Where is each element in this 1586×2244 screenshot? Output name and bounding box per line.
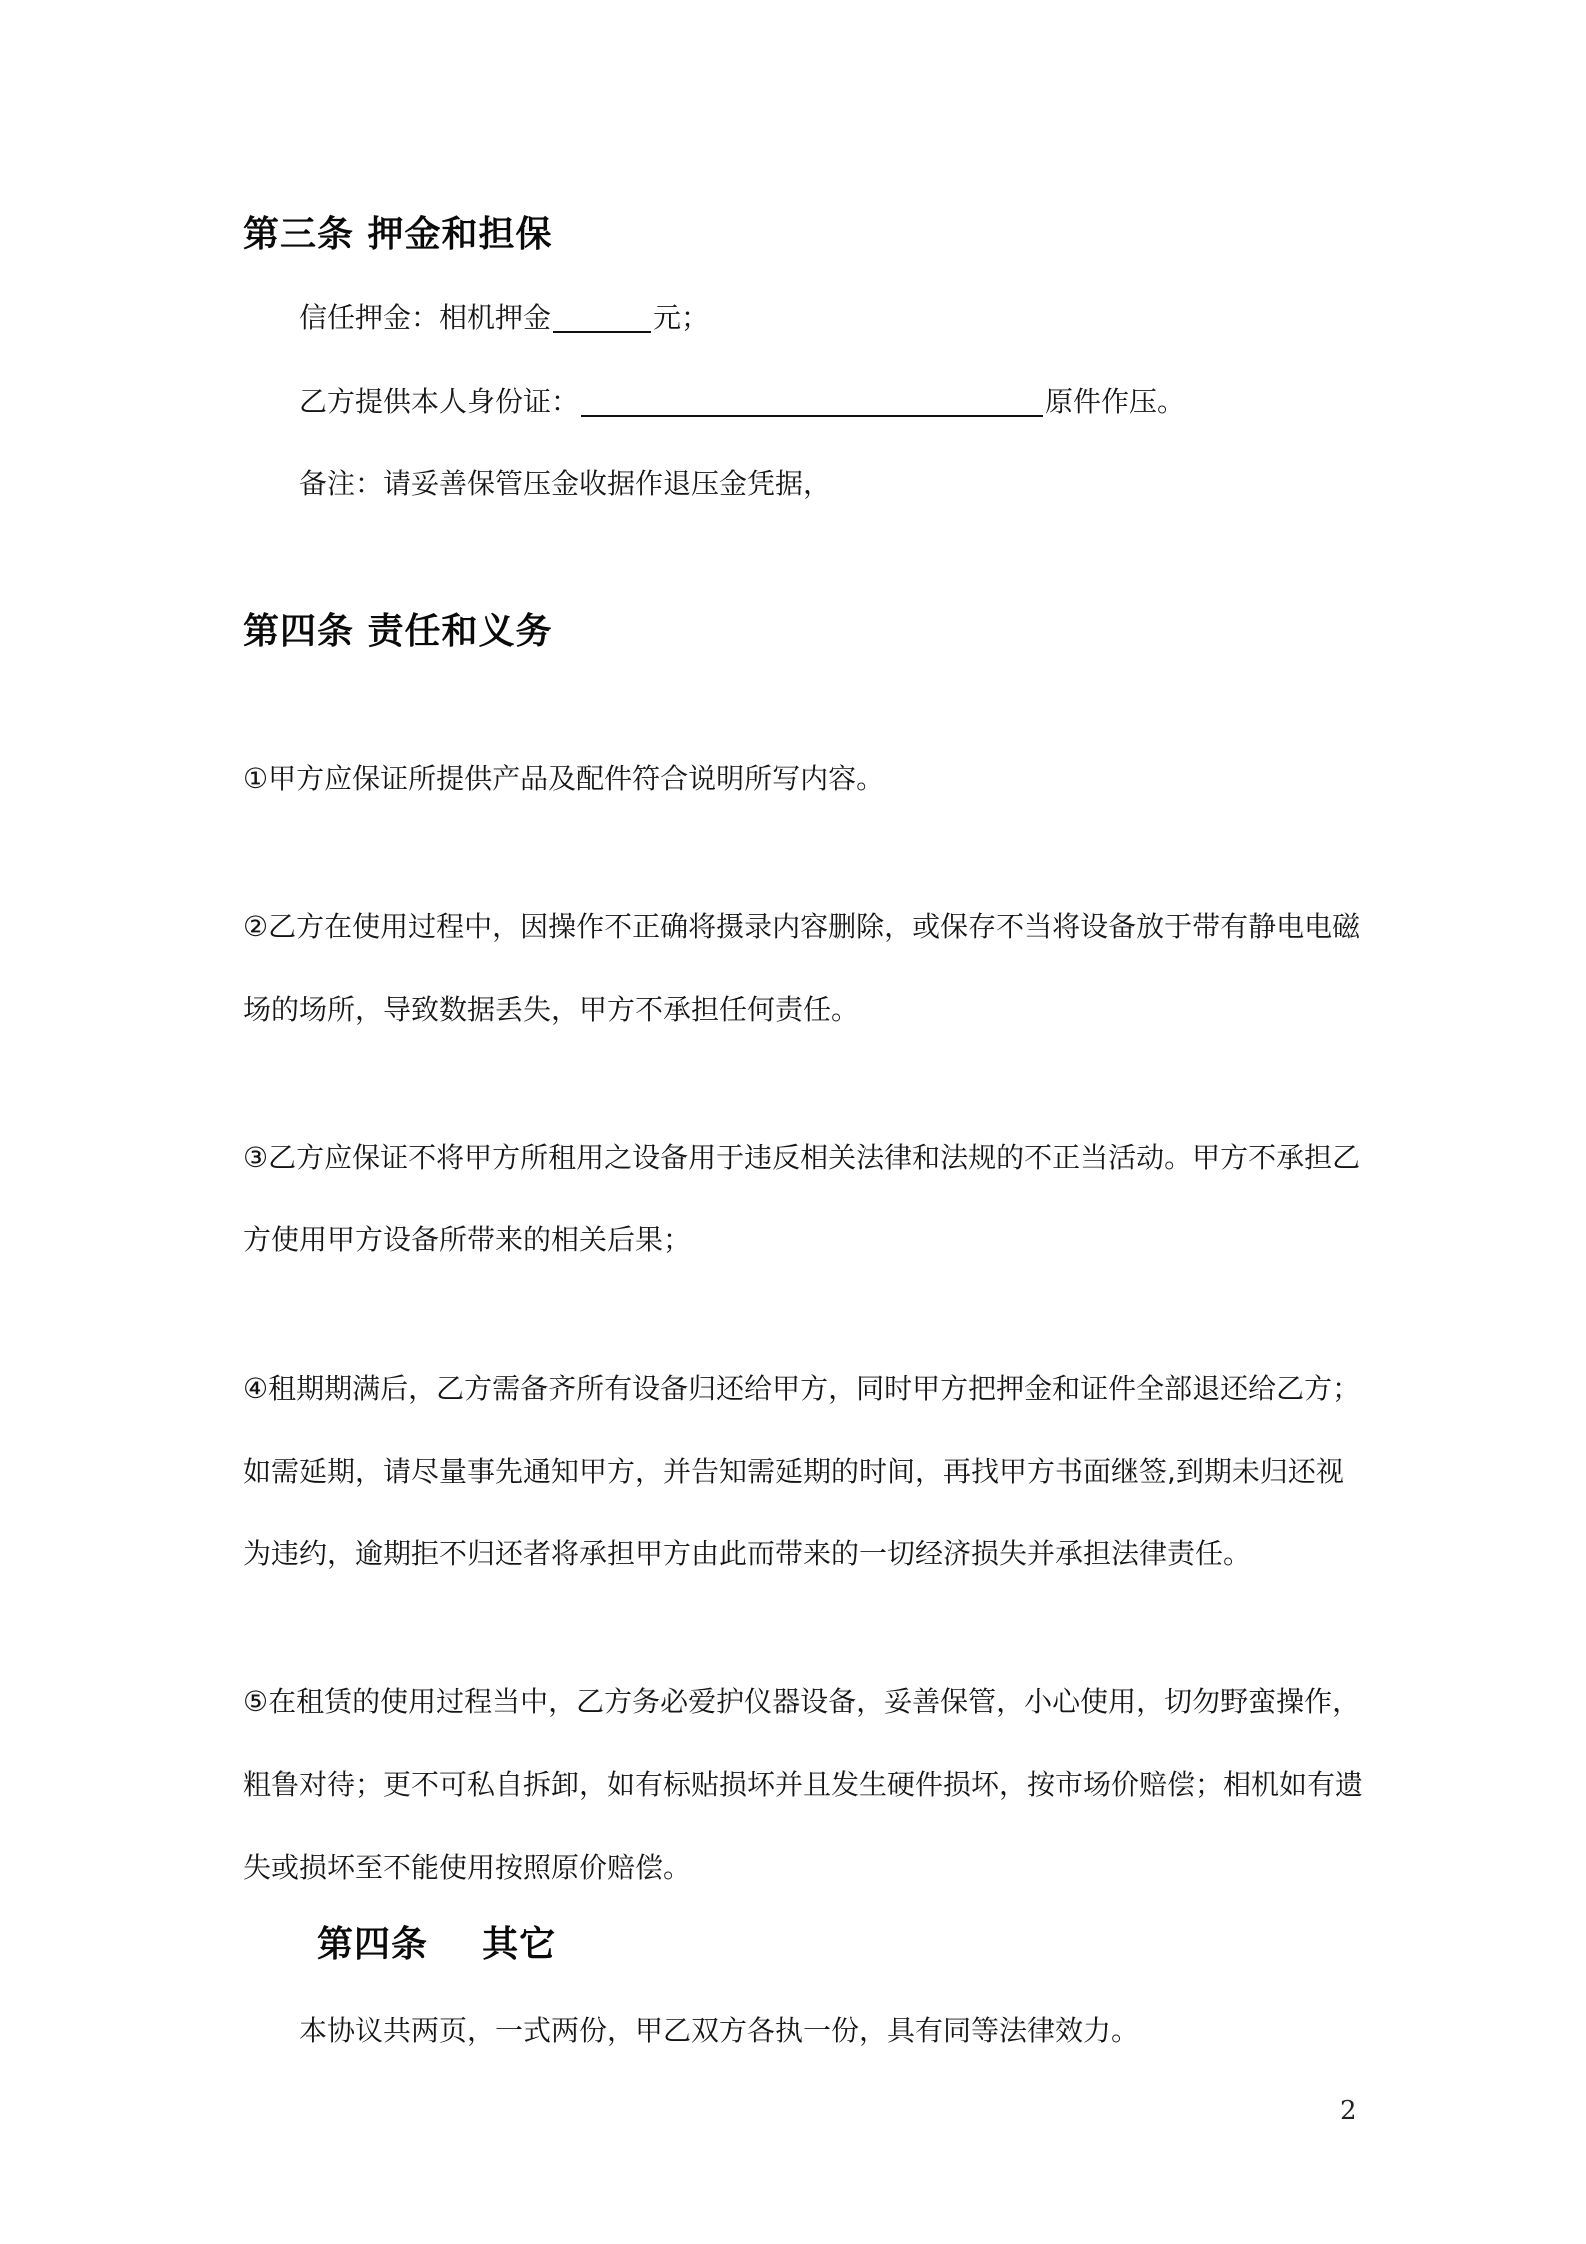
agreement-statement: 本协议共两页，一式两份，甲乙双方各执一份，具有同等法律效力。 xyxy=(299,2014,1140,2047)
duty-item-3-line-2: 方使用甲方设备所带来的相关后果； xyxy=(243,1223,692,1256)
duty-item-5-line-1: ⑤在租赁的使用过程当中，乙方务必爱护仪器设备，妥善保管，小心使用，切勿野蛮操作， xyxy=(243,1685,1361,1718)
deposit-note: 备注：请妥善保管压金收据作退压金凭据， xyxy=(299,467,832,500)
duty-item-5-line-3: 失或损坏至不能使用按照原价赔偿。 xyxy=(243,1851,692,1884)
duty-item-5-line-2: 粗鲁对待；更不可私自拆卸，如有标贴损坏并且发生硬件损坏，按市场价赔偿；相机如有遗 xyxy=(243,1768,1364,1801)
id-card-suffix: 原件作压。 xyxy=(1045,385,1186,418)
other-heading: 第四条 其它 xyxy=(317,1924,557,1965)
duty-item-3-line-1: ③乙方应保证不将甲方所租用之设备用于违反相关法律和法规的不正当活动。甲方不承担乙 xyxy=(243,1141,1361,1174)
duty-item-4-line-3: 为违约，逾期拒不归还者将承担甲方由此而带来的一切经济损失并承担法律责任。 xyxy=(243,1537,1252,1570)
duty-item-2-line-2: 场的场所，导致数据丢失，甲方不承担任何责任。 xyxy=(243,993,860,1026)
article3-heading: 第三条 押金和担保 xyxy=(243,214,553,255)
id-card-label: 乙方提供本人身份证： xyxy=(299,385,580,418)
duty-item-4-line-2: 如需延期，请尽量事先通知甲方，并告知需延期的时间，再找甲方书面继签,到期未归还视 xyxy=(243,1455,1344,1488)
page-number: 2 xyxy=(1340,2096,1357,2126)
duty-item-1-line-1: ①甲方应保证所提供产品及配件符合说明所写内容。 xyxy=(243,762,885,795)
deposit-unit: 元； xyxy=(653,301,710,334)
id-card-line xyxy=(299,380,1185,420)
deposit-line xyxy=(299,296,709,336)
id-card-number-blank[interactable] xyxy=(581,385,1043,417)
article4-heading: 第四条 责任和义务 xyxy=(243,611,553,652)
deposit-label: 信任押金：相机押金 xyxy=(299,301,552,334)
duty-item-4-line-1: ④租期期满后，乙方需备齐所有设备归还给甲方，同时甲方把押金和证件全部退还给乙方； xyxy=(243,1372,1361,1405)
deposit-amount-blank[interactable] xyxy=(553,301,651,333)
duty-item-2-line-1: ②乙方在使用过程中，因操作不正确将摄录内容删除，或保存不当将设备放于带有静电电磁 xyxy=(243,910,1361,943)
